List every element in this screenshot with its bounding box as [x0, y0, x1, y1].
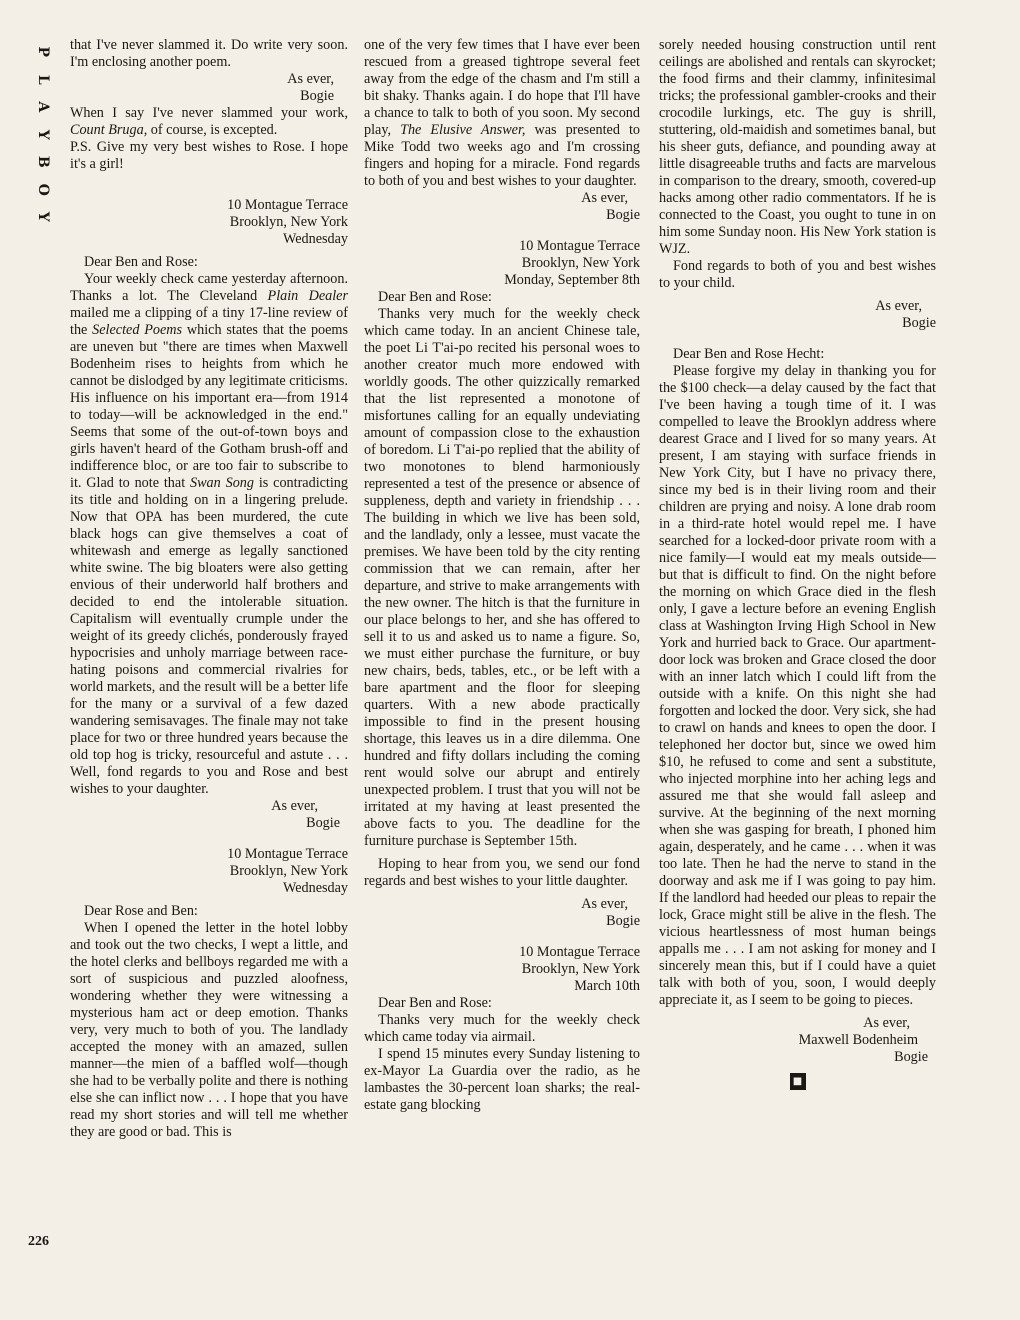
column-3 — [659, 37, 936, 1090]
work-title: The Elusive Answer, — [400, 122, 526, 138]
letter-address: 10 Montague Terrace Brooklyn, New York Wednesday — [227, 197, 348, 247]
letter-address: 10 Montague Terrace Brooklyn, New York March 10th — [519, 944, 640, 994]
letter-paragraph: sorely needed housing construction until rent ceilings are abolished and rentals can skyrocket; the food firms and their clammy, infinitesimal tricks; the professional gambler-crooks and their crocodile lurkings, etc. The guy is shrill, stuttering, old-maidish and sometimes banal, but his sheer guts, defiance, and pounding away at little disagreeable truths and facts are marvelous in comparison to the dreary, smooth, covered-up hacks among other radio commentators. If he is connected to the Coast, you ought to tune in on him some Sunday noon. His New York station is WJZ. — [659, 37, 936, 257]
logo-letter: Y — [34, 211, 51, 222]
column-2 — [364, 37, 640, 1114]
letter-paragraph: When I say I've never slammed your work, Count Bruga, of course, is excepted. — [70, 105, 348, 138]
letter-paragraph: one of the very few times that I have ever been rescued from a greased tightrope several feet away from the edge of the chasm and I'm still a bit shaky. Thanks again. I do hope that I'll have a chance to talk to both of you soon. My second play, The Elusive Answer, was presented to Mike Todd two weeks ago and I'm crossing fingers and hoping for a miracle. Fond regards to both of you and best wishes to your daughter. — [364, 37, 640, 189]
logo-letter: Y — [34, 129, 51, 140]
column-1 — [70, 37, 348, 1141]
logo-letter: O — [34, 183, 51, 196]
page-number: 226 — [28, 1234, 49, 1249]
logo-letter: B — [34, 155, 51, 168]
signature: As ever, Bogie — [581, 896, 640, 929]
letter-paragraph: I spend 15 minutes every Sunday listening to ex-Mayor La Guardia over the radio, as he lambastes the 30-percent loan sharks; the real-estate gang blocking — [364, 1046, 640, 1113]
letter-salutation: Dear Ben and Rose: — [84, 254, 198, 270]
letter-paragraph: that I've never slammed it. Do write very soon. I'm enclosing another poem. — [70, 37, 348, 70]
letter-paragraph: Hoping to hear from you, we send our fond regards and best wishes to your little daughter. — [364, 856, 640, 889]
letter-paragraph: Your weekly check came yesterday afternoon. Thanks a lot. The Cleveland Plain Dealer mailed me a clipping of a tiny 17-line review of the Selected Poems which states that the poems are uneven but "there are times when Maxwell Bodenheim rises to heights from which he cannot be dislodged by any legitimate criticisms. His influence on his important era—from 1914 to today—will be acknowledged in the end." Seems that some of the out-of-town boys and girls haven't heard of the Gotham brush-off and indifference bloc, or are too fair to subscribe to it. Glad to note that Swan Song is contradicting its title and holding on in a lingering prelude. Now that OPA has been murdered, the cute black hogs can give themselves a coat of whitewash and emerge as legally sanctioned white swine. The big bloaters were also getting envious of their underworld half brothers and decided to end the intolerable situation. Capitalism will eventually crumple under the weight of its greedy clichés, ponderously frayed hypocrisies and unholy marriage between race-hating poisons and commercial rivalries for world markets, and the result will be a better life for the many or a survival of a few dazed wandering semisavages. The finale may not take place for two or three hundred years because the old top hog is tricky, resourceful and astute . . . Well, fond regards to you and Rose and best wishes to your daughter. — [70, 271, 348, 797]
letter-paragraph: When I opened the letter in the hotel lobby and took out the two checks, I wept a little, and the hotel clerks and bellboys regarded me with a sort of suspicious and puzzled aloofness, wondering whether they were witnessing a mysterious ham act or deep emotion. Thanks very, very much to both of you. The landlady accepted the money with an amazed, sullen manner—the mien of a baffled wolf—though she had to be verbally polite and there is nothing else she can inflict now . . . I hope that you have read my short stories and will tell me whether they are good or bad. This is — [70, 920, 348, 1140]
signature: As ever, Bogie — [287, 71, 334, 104]
letter-salutation: Dear Ben and Rose: — [378, 995, 492, 1011]
letter-address: 10 Montague Terrace Brooklyn, New York Monday, September 8th — [504, 238, 640, 288]
letter-paragraph: Thanks very much for the weekly check which came today via airmail. — [364, 1012, 640, 1045]
magazine-logo — [27, 38, 51, 231]
letter-salutation: Dear Ben and Rose Hecht: — [673, 346, 825, 362]
signature: As ever, Bogie — [271, 798, 340, 831]
signature: As ever, Bogie — [581, 190, 640, 223]
work-title: Count Bruga, — [70, 122, 148, 138]
signature: As ever, Maxwell Bodenheim Bogie — [798, 1015, 928, 1065]
letter-address: 10 Montague Terrace Brooklyn, New York Wednesday — [227, 846, 348, 896]
letter-paragraph: Fond regards to both of you and best wishes to your child. — [659, 258, 936, 291]
logo-letter: P — [34, 46, 51, 58]
logo-letter: A — [34, 101, 51, 113]
letter-paragraph: Please forgive my delay in thanking you for the $100 check—a delay caused by the fact that I've been having a tough time of it. I was compelled to leave the Brooklyn address where dearest Grace and I lived for so many years. At present, I am staying with surface friends in New York City, but I have no privacy there, since my bed is in their living room and their children are prying and noisy. A lone drab room in a third-rate hotel would repel me. I have searched for a locked-door private room with a nice family—I would eat my meals outside—but that is difficult to find. On the night before the morning on which Grace died in the flesh only, I gave a lecture before an evening English class at Washington Irving High School in New York and hurried back to Grace. Our apartment-door lock was broken and Grace closed the door with an inner latch which I could lift from the outside with a knife. On this night she had forgotten and locked the door. Very sick, she had to crawl on hands and knees to open the door. I telephoned her doctor but, since we owed him $10, he refused to come and sent a substitute, who injected morphine into her aching legs and assured me that she would fall asleep and survive. At the beginning of the next morning when she was gasping for breath, I phoned him again, desperately, and he came . . . when it was too late. Then he had the nerve to stand in the doorway and ask me if I was going to pay him. If the landlord had heeded our pleas to repair the lock, Grace might still be alive in the flesh. The vicious heartlessness of most human beings appalls me . . . I am not asking for money and I sincerely mean this, but if I could have a quiet talk with both of you, soon, I would deeply appreciate it, as I seem to be going to pieces. — [659, 363, 936, 1008]
logo-letter: L — [34, 74, 51, 85]
rabbit-head-icon: ■ — [790, 1073, 806, 1090]
signature: As ever, Bogie — [875, 298, 936, 331]
end-mark — [659, 1072, 936, 1090]
letter-salutation: Dear Rose and Ben: — [84, 903, 198, 919]
letter-paragraph: P.S. Give my very best wishes to Rose. I hope it's a girl! — [70, 139, 348, 172]
letter-salutation: Dear Ben and Rose: — [378, 289, 492, 305]
letter-paragraph: Thanks very much for the weekly check which came today. In an ancient Chinese tale, the poet Li T'ai-po recited his personal woes to another creator much more endowed with worldly goods. The other quizzically remarked that the list represented a monotone of misfortunes calling for an equally undeviating amount of compassion close to the exhaustion of boredom. Li T'ai-po replied that the ability of two monotones to blend harmoniously represented a test of the presence or absence of suppleness, depth and variety in friendship . . . The building in which we live has been sold, and the landlady, only a lessee, must vacate the premises. We have been told by the city renting commission that we can remain, after her departure, and strive to make arrangements with the new owner. The hitch is that the furniture in our place belongs to her, and she has offered to sell it to us and asked us to name a figure. So, we must either purchase the furniture, or buy new chairs, beds, tables, etc., or be left with a bare apartment and the floor for sleeping quarters. With a new abode practically impossible to find in the present housing shortage, this leaves us in a dire dilemma. One hundred and fifty dollars including the coming rent would solve our abrupt and entirely unexpected problem. I trust that you will not be irritated at my having at least presented the above facts to you. The deadline for the furniture purchase is September 15th. — [364, 306, 640, 849]
